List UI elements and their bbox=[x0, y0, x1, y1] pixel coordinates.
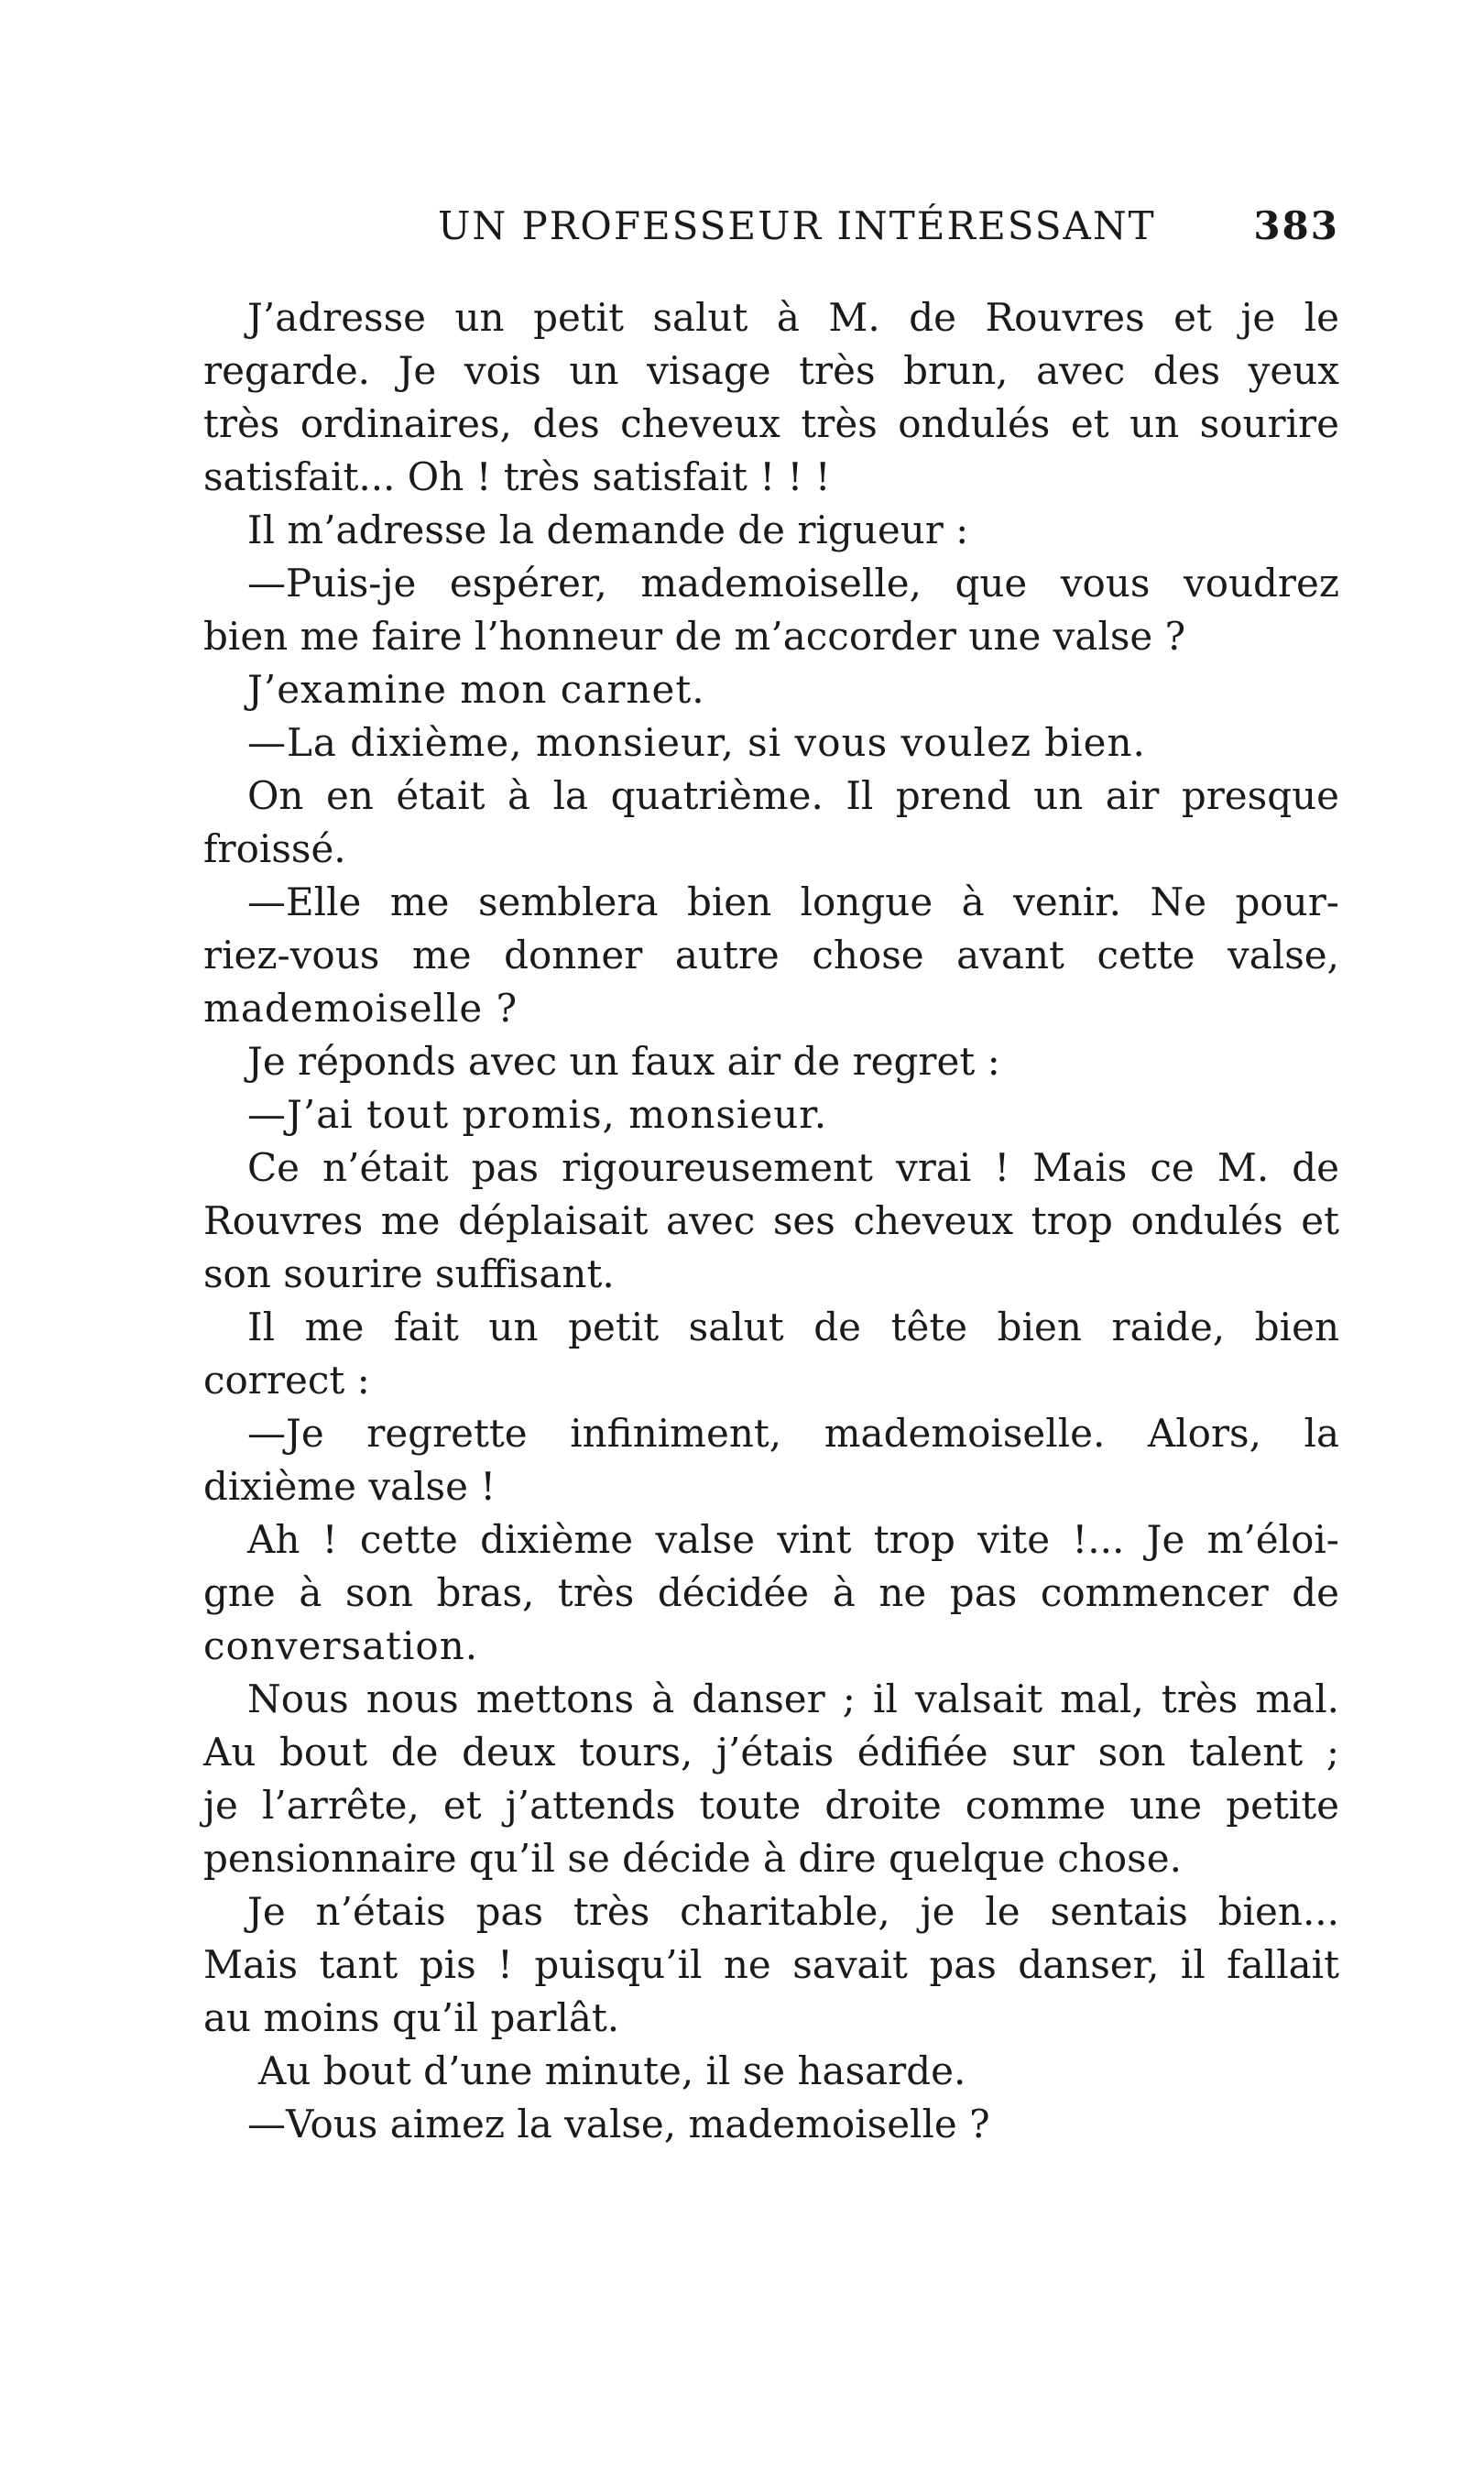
text-line: —Je regrette infiniment, mademoiselle. Alors, la bbox=[247, 1411, 1339, 1456]
text-line: froissé. bbox=[203, 826, 346, 871]
text-line: regarde. Je vois un visage très brun, avec des yeux bbox=[203, 348, 1339, 393]
page-number: 383 bbox=[1253, 203, 1339, 248]
text-line: —J’ai tout promis, monsieur. bbox=[247, 1092, 828, 1137]
text-line: Rouvres me déplaisait avec ses cheveux trop ondulés et bbox=[203, 1198, 1339, 1243]
text-line: Au bout d’une minute, il se hasarde. bbox=[258, 2048, 966, 2093]
text-line: bien me faire l’honneur de m’accorder une valse ? bbox=[203, 614, 1186, 659]
text-line: Ce n’était pas rigoureusement vrai ! Mais ce M. de bbox=[247, 1145, 1339, 1190]
text-line: Mais tant pis ! puisqu’il ne savait pas danser, il fallait bbox=[203, 1942, 1339, 1987]
text-line: conversation. bbox=[203, 1623, 479, 1668]
text-line: correct : bbox=[203, 1358, 370, 1403]
text-line: Je n’étais pas très charitable, je le sentais bien... bbox=[247, 1889, 1339, 1934]
text-line: —La dixième, monsieur, si vous voulez bien. bbox=[247, 720, 1146, 765]
text-line: J’examine mon carnet. bbox=[247, 667, 705, 712]
text-line: très ordinaires, des cheveux très ondulés et un sourire bbox=[203, 401, 1339, 446]
text-line: satisfait... Oh ! très satisfait ! ! ! bbox=[203, 454, 831, 499]
text-line: Ah ! cette dixième valse vint trop vite !... Je m’éloi- bbox=[247, 1517, 1339, 1562]
page-header bbox=[203, 203, 1339, 258]
text-line: pensionnaire qu’il se décide à dire quelque chose. bbox=[203, 1836, 1182, 1881]
text-line: dixième valse ! bbox=[203, 1464, 496, 1509]
running-title: UN PROFESSEUR INTÉRESSANT bbox=[438, 203, 1156, 248]
text-line: On en était à la quatrième. Il prend un air presque bbox=[247, 773, 1339, 818]
text-line: gne à son bras, très décidée à ne pas commencer de bbox=[203, 1570, 1339, 1615]
text-line: Au bout de deux tours, j’étais édifiée sur son talent ; bbox=[203, 1730, 1339, 1775]
text-line: —Elle me semblera bien longue à venir. Ne pour- bbox=[247, 879, 1339, 924]
text-line: au moins qu’il parlât. bbox=[203, 1995, 620, 2040]
text-line: Nous nous mettons à danser ; il valsait mal, très mal. bbox=[247, 1676, 1339, 1721]
text-line: je l’arrête, et j’attends toute droite comme une petite bbox=[203, 1783, 1339, 1828]
text-line: —Vous aimez la valse, mademoiselle ? bbox=[247, 2102, 990, 2146]
text-line: riez-vous me donner autre chose avant cette valse, bbox=[203, 933, 1339, 977]
body-text bbox=[203, 291, 1339, 2151]
text-line: J’adresse un petit salut à M. de Rouvres et je le bbox=[247, 295, 1339, 340]
text-line: —Puis-je espérer, mademoiselle, que vous voudrez bbox=[247, 561, 1339, 606]
text-line: Il m’adresse la demande de rigueur : bbox=[247, 508, 969, 552]
text-line: mademoiselle ? bbox=[203, 986, 518, 1031]
text-line: Il me fait un petit salut de tête bien raide, bien bbox=[247, 1305, 1339, 1349]
text-line: son sourire suffisant. bbox=[203, 1251, 615, 1296]
text-line: Je réponds avec un faux air de regret : bbox=[247, 1039, 1000, 1084]
